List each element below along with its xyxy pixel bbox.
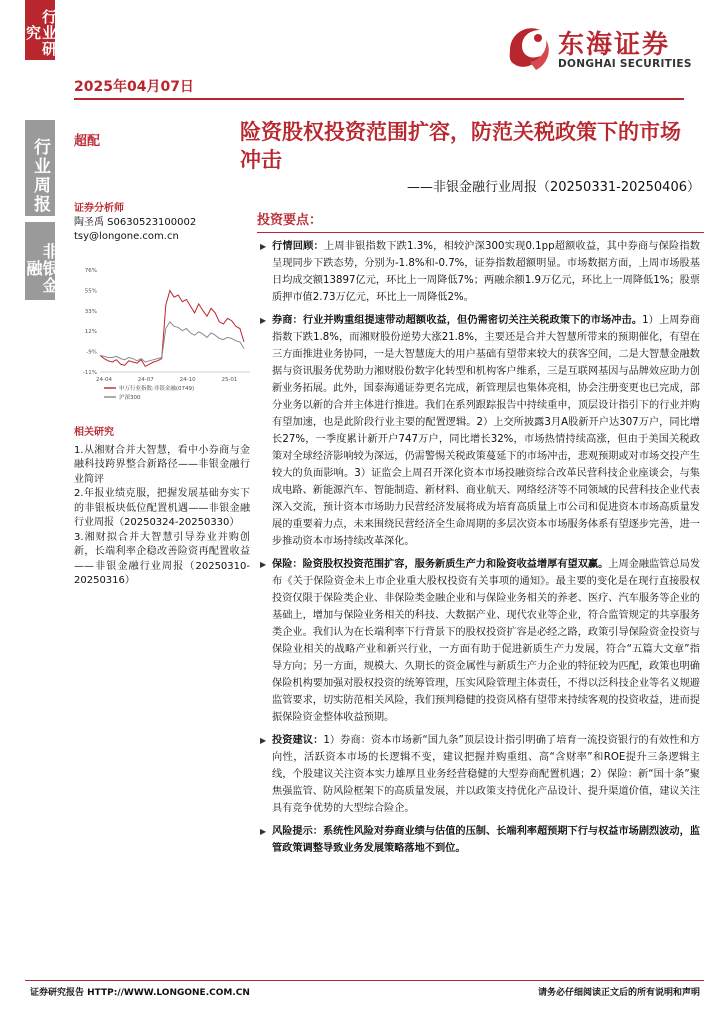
side-tab-industry-research bbox=[24, 0, 58, 60]
logo-chinese-name: 东海证券 bbox=[558, 30, 671, 60]
y-tick-label: -11% bbox=[82, 370, 97, 376]
footer-disclaimer: 请务必仔细阅读正文后的所有说明和声明 bbox=[537, 988, 700, 998]
report-subtitle: ——非银金融行业周报（20250331-20250406） bbox=[406, 180, 700, 195]
side-tab-sector bbox=[24, 222, 59, 300]
logo-english-name: DONGHAI SECURITIES bbox=[558, 58, 692, 70]
paragraph-heading: 投资建议： bbox=[272, 735, 324, 746]
y-tick-label: 76% bbox=[84, 268, 97, 274]
y-tick-label: 12% bbox=[84, 329, 97, 336]
analyst-label: 证券分析师 bbox=[74, 203, 124, 214]
related-item[interactable]: 1.从湘财合并大智慧，看中小券商与金融科技跨界整合新路径——非银金融行业简评 bbox=[74, 444, 250, 485]
report-body bbox=[260, 238, 700, 863]
company-logo bbox=[500, 20, 700, 80]
footer-left-text[interactable]: 证券研究报告 HTTP://WWW.LONGONE.COM.CN bbox=[30, 988, 250, 998]
dragon-logo-icon bbox=[500, 20, 556, 78]
y-tick-label: -9% bbox=[86, 349, 97, 356]
side-tab-weekly bbox=[25, 120, 55, 216]
paragraph-market-review bbox=[260, 238, 700, 306]
side-tab-label: 行业周报 bbox=[30, 138, 50, 214]
industry-rating: 超配 bbox=[74, 134, 101, 149]
footer-divider bbox=[25, 980, 704, 981]
related-research bbox=[74, 426, 250, 589]
paragraph-text: 1）上周券商指数下跌1.8%，而湘财股份逆势大涨21.8%，主要还是合并大智慧所带来的预期催化，有望在三方面推进业务协同，一是大智慧庞大的用户基础有望带来较大的获客空间，二是大智慧金融数据与资讯服务优势助力湘财股份数字化转型和机构客户维系，三是互联网基因与品牌效应助力创新业务拓展。此外，国泰海通证券更名完成，新管理层也集体亮相，协会注册变更也已完成，部分业务以新的合并主体进行推进。我们在系列跟踪报告中持续重申，顶层设计指引下的行业并购有望加速，也是此阶段行业主要的配置逻辑。2）上交所披露3月A股新开户达307万户，同比增长27%，一季度累计新开户747万户，同比增长32%，市场热情持续高涨，但由于美国关税政策对全球经济影响较为深远，仍需警惕关税政策蔓延下的市场冲击，悲观预期或对市场交投产生较大的负面影响。3）证监会上周召开深化资本市场投融资综合改革民营科技企业座谈会，与集成电路、新能源汽车、智能制造、新材料、商业航天、网络经济等不同领域的民营科技企业代表深入交流，预计资本市场助力民营经济发展将成为培育高质量上市公司和促进资本市场高质量发展的重要着力点，未来围绕民营经济全生命周期的多层次资本市场服务体系有望逐步完善，进一步推动资本市场持续改革深化。 bbox=[272, 315, 700, 547]
paragraph-investment-advice bbox=[260, 732, 700, 817]
x-tick-label: 24-10 bbox=[179, 377, 196, 383]
investment-points-title: 投资要点： bbox=[257, 213, 323, 228]
related-item[interactable]: 2.年报业绩克服，把握发展基础夯实下的非银板块低位配置机遇——非银金融行业周报（20250324-20250330） bbox=[74, 488, 250, 528]
related-item[interactable]: 3.湘财拟合并大智慧引导券业并购创新，长端利率企稳改善险资再配置收益——非银金融行业周报（20250310-20250316） bbox=[74, 531, 250, 586]
series-line bbox=[100, 291, 244, 367]
paragraph-text: 系统性风险对券商业绩与估值的压制、长端利率超预期下行与权益市场剧烈波动，监管政策调整导致业务发展策略落地不到位。 bbox=[272, 826, 700, 854]
x-tick-label: 25-01 bbox=[221, 377, 238, 383]
legend-label: 申万行业指数:非银金融(0749) bbox=[119, 386, 195, 392]
paragraph-heading: 风险提示： bbox=[272, 826, 323, 837]
paragraph-text: 上周非银指数下跌1.3%，相较沪深300实现0.1pp超额收益，其中券商与保险指数呈现同步下跌态势，分别为-1.8%和-0.7%，证券指数超额明显。市场数据方面，上周市场股基日均成交额13897亿元，环比上一周降低7%；两融余额1.9万亿元，环比上一周降低1%；股票质押市值2.73万亿元，环比上一周降低2%。 bbox=[272, 241, 700, 303]
paragraph-insurance bbox=[260, 556, 700, 726]
side-tab-label: 行业研究 bbox=[24, 9, 58, 57]
paragraph-text: 上周金融监管总局发布《关于保险资金未上市企业重大股权投资有关事项的通知》。最主要的变化是在现行直接股权投资仅限于保险类企业、非保险类金融企业和与保险业务相关的养老、医疗、汽车服务等企业的基础上，增加与保险业务相关的科技、大数据产业、现代农业等企业，符合监管规定的共享服务类企业。我们认为在长端利率下行背景下的股权投资扩容是必经之路，政策引导保险资金投资与保险业相关的战略产业和新兴行业，一方面有助于促进新质生产力发展，符合“五篇大文章”指导方向；另一方面，规模大、久期长的资金属性与新质生产力企业的特征较为匹配，政策也明确保险机构要加强对股权投资的统筹管理，压实风险管理主体责任，不得以泛科技企业等名义规避监管要求，切实防范相关风险，我们预判稳健的投资风格有望带来持续客观的投资收益，进而提振保险资金整体收益预期。 bbox=[272, 559, 701, 723]
series-line bbox=[100, 322, 244, 362]
x-tick-label: 24-04 bbox=[96, 377, 112, 383]
x-tick-label: 24-07 bbox=[137, 377, 154, 383]
y-tick-label: 33% bbox=[84, 308, 97, 315]
analyst-info bbox=[74, 202, 246, 244]
header-divider bbox=[74, 98, 684, 100]
side-tab-label: 非银金融 bbox=[24, 242, 59, 294]
performance-chart bbox=[74, 260, 254, 410]
related-label: 相关研究 bbox=[74, 427, 114, 438]
paragraph-brokers bbox=[260, 312, 700, 550]
paragraph-risk bbox=[260, 823, 700, 857]
paragraph-heading: 行情回顾： bbox=[272, 241, 324, 252]
report-date: 2025年04月07日 bbox=[74, 79, 194, 95]
paragraph-text: 1）券商：资本市场新“国九条”顶层设计指引明确了培育一流投资银行的有效性和方向性，活跃资本市场的长逻辑不变，建议把握并购重组、高“含财率”和ROE提升三条逻辑主线，个股建议关注资本实力雄厚且业务经营稳健的大型券商配置机遇；2）保险：新“国十条”聚焦强监管、防风险框架下的高质量发展，并以政策支持优化产品设计、提升渠道价值，建议关注具有竞争优势的大型综合险企。 bbox=[272, 735, 700, 814]
analyst-name: 陶圣禹 S0630523100002 bbox=[74, 217, 197, 228]
points-divider bbox=[257, 232, 704, 233]
analyst-email[interactable]: tsy@longone.com.cn bbox=[74, 231, 179, 242]
paragraph-heading: 保险：险资股权投资范围扩容，服务新质生产力和险资收益增厚有望双赢。 bbox=[272, 559, 609, 570]
legend-label: 沪深300 bbox=[119, 395, 141, 401]
report-title: 险资股权投资范围扩容，防范关税政策下的市场冲击 bbox=[240, 120, 681, 172]
y-tick-label: 55% bbox=[84, 288, 97, 295]
paragraph-heading: 券商：行业并购重组提速带动超额收益，但仍需密切关注关税政策下的市场冲击。 bbox=[272, 315, 643, 326]
